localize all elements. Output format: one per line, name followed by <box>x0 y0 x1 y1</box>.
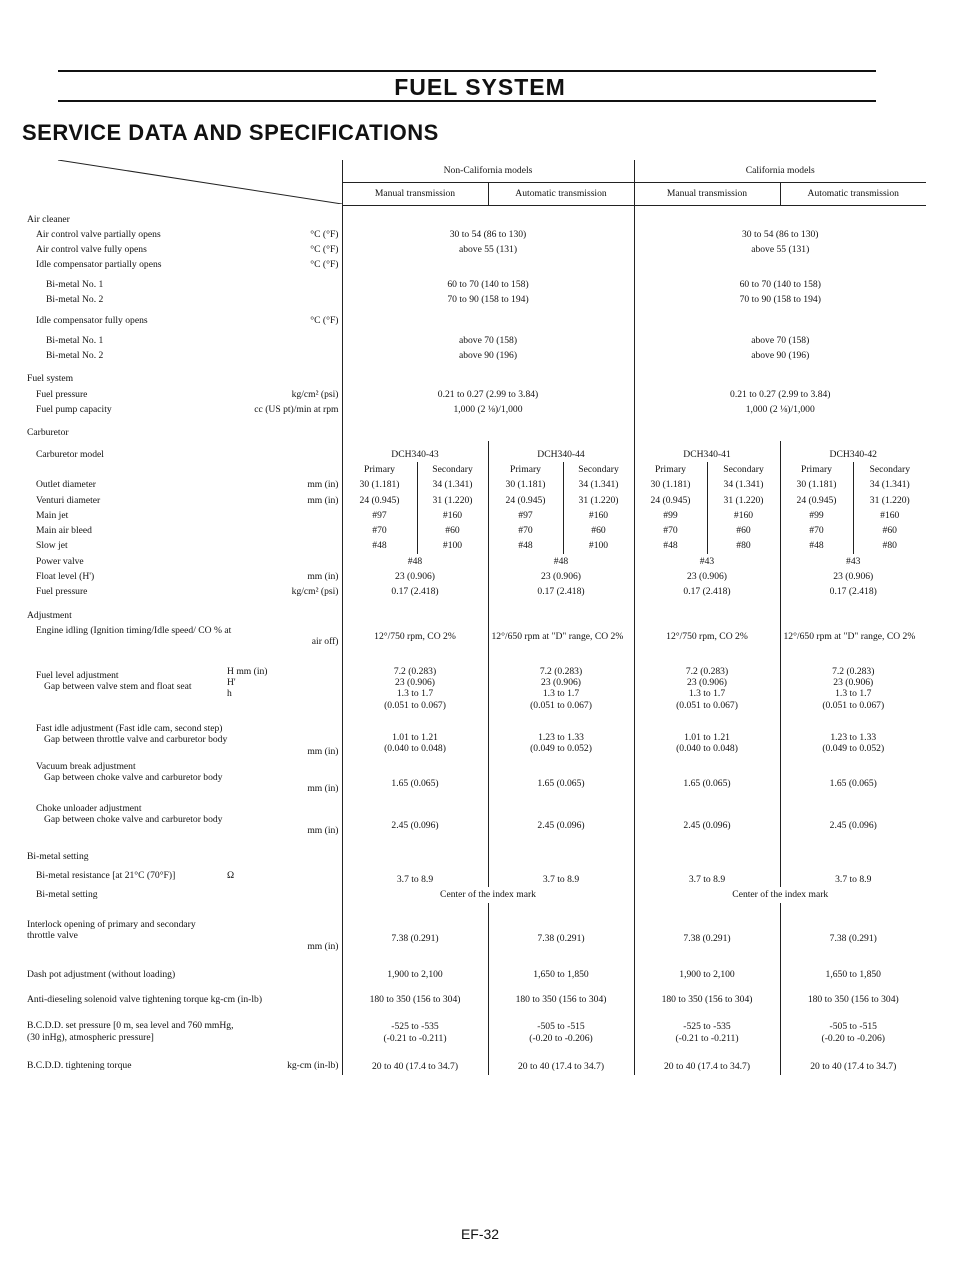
value-noncal-manual: 1,900 to 2,100 <box>342 955 488 982</box>
table-row <box>24 227 926 242</box>
value-noncal-auto: 12°/650 rpm at "D" range, CO 2% <box>488 623 634 650</box>
value-noncal-manual <box>342 1007 488 1046</box>
row-label: Dash pot adjustment (without loading) <box>27 968 176 980</box>
table-row <box>24 554 926 569</box>
value: 31 (1.220) <box>853 493 926 508</box>
table-row <box>24 982 926 1007</box>
value: 1.3 to 1.7 <box>688 688 726 700</box>
row-unit <box>224 650 342 713</box>
value: (0.051 to 0.067) <box>822 699 885 711</box>
value-noncal: above 70 (158) <box>342 329 634 348</box>
value-noncal-manual: 2.45 (0.096) <box>342 797 488 839</box>
value-noncal-auto <box>488 650 634 713</box>
col-cal-manual: Manual transmission <box>634 183 780 206</box>
table-row <box>24 887 926 902</box>
value-noncal-manual: #48 <box>342 554 488 569</box>
value: 23 (0.906) <box>541 676 581 688</box>
value-noncal-manual: 180 to 350 (156 to 304) <box>342 982 488 1007</box>
value-noncal-auto: 2.45 (0.096) <box>488 797 634 839</box>
row-unit: mm (in) <box>307 479 339 491</box>
value: 23 (0.906) <box>687 676 727 688</box>
value-noncal: 0.21 to 0.27 (2.99 to 3.84) <box>342 387 634 402</box>
value-cal: above 55 (131) <box>634 242 926 257</box>
value: (-0.21 to -0.211) <box>675 1032 739 1044</box>
row-unit-line: h <box>227 688 232 700</box>
value-noncal-manual: DCH340-43 <box>342 441 488 462</box>
value-cal-manual: #43 <box>634 554 780 569</box>
value: #97 <box>488 508 563 523</box>
table-row <box>24 257 926 272</box>
value: #97 <box>342 508 417 523</box>
table-row <box>24 292 926 307</box>
value-noncal: 30 to 54 (86 to 130) <box>342 227 634 242</box>
value: (0.051 to 0.067) <box>676 699 738 711</box>
value: 1.3 to 1.7 <box>542 688 580 700</box>
table-row <box>24 523 926 538</box>
value-cal-auto <box>780 1007 926 1046</box>
table-row <box>24 206 926 227</box>
row-label: Main jet <box>36 509 69 521</box>
table-row <box>24 363 926 386</box>
value-cal-manual: 2.45 (0.096) <box>634 797 780 839</box>
value: #100 <box>563 538 634 553</box>
row-unit: mm (in) <box>307 745 339 757</box>
row-unit: °C (°F) <box>310 259 339 271</box>
table-row <box>24 402 926 417</box>
value-cal: 0.21 to 0.27 (2.99 to 3.84) <box>634 387 926 402</box>
value-cal: 30 to 54 (86 to 130) <box>634 227 926 242</box>
value: (0.040 to 0.048) <box>676 742 738 754</box>
table-row <box>24 569 926 584</box>
value: 31 (1.220) <box>707 493 780 508</box>
value-cal-manual <box>634 1007 780 1046</box>
row-label <box>24 650 224 713</box>
value-noncal-auto <box>488 1007 634 1046</box>
value: -505 to -515 <box>829 1021 877 1033</box>
value: 24 (0.945) <box>634 493 707 508</box>
value: 7.2 (0.283) <box>393 665 437 677</box>
value-cal-auto: 2.45 (0.096) <box>780 797 926 839</box>
sub-primary: Primary <box>488 462 563 477</box>
row-label: Venturi diameter <box>36 494 101 506</box>
value: 31 (1.220) <box>417 493 488 508</box>
row-label: Idle compensator fully opens <box>36 315 148 327</box>
row-label-line: Engine idling (Ignition timing/Idle speed/ CO % at <box>36 625 232 636</box>
table-row <box>24 348 926 363</box>
col-noncal-auto: Automatic transmission <box>488 183 634 206</box>
table-row <box>24 759 926 797</box>
value: 31 (1.220) <box>563 493 634 508</box>
row-label: Fuel pressure <box>36 586 88 598</box>
row-label <box>24 623 342 650</box>
value-cal-auto: #43 <box>780 554 926 569</box>
table-row <box>24 864 926 887</box>
value-cal-manual: 1,900 to 2,100 <box>634 955 780 982</box>
table-row <box>24 329 926 348</box>
value-cal: 70 to 90 (158 to 194) <box>634 292 926 307</box>
row-label-line: Gap between valve stem and float seat <box>44 681 192 693</box>
page-number: EF-32 <box>460 1226 500 1242</box>
row-label: Bi-metal No. 2 <box>46 294 104 306</box>
table-row <box>24 242 926 257</box>
value: 7.2 (0.283) <box>539 665 583 677</box>
table-row <box>24 493 926 508</box>
value-cal-manual: 1.65 (0.065) <box>634 759 780 797</box>
value-noncal: above 55 (131) <box>342 242 634 257</box>
table-row <box>24 955 926 982</box>
value: 1.01 to 1.21 <box>684 731 730 743</box>
value: #48 <box>342 538 417 553</box>
row-label-line: Choke unloader adjustment <box>36 802 142 814</box>
value-cal-auto: 20 to 40 (17.4 to 34.7) <box>780 1046 926 1075</box>
row-label <box>24 903 342 955</box>
table-row <box>24 600 926 623</box>
row-unit: cc (US pt)/min at rpm <box>254 403 339 415</box>
row-label-line <box>27 929 339 953</box>
value-noncal-manual: 7.38 (0.291) <box>342 903 488 955</box>
value-cal-auto: 7.38 (0.291) <box>780 903 926 955</box>
value: #48 <box>488 538 563 553</box>
value: 34 (1.341) <box>563 477 634 492</box>
row-label <box>24 1007 342 1046</box>
value-noncal-manual <box>342 650 488 713</box>
value-cal: 60 to 70 (140 to 158) <box>634 273 926 292</box>
table-row <box>24 1046 926 1075</box>
value: 34 (1.341) <box>417 477 488 492</box>
row-label <box>24 797 342 839</box>
value-noncal: Center of the index mark <box>342 887 634 902</box>
value: #70 <box>634 523 707 538</box>
value: #60 <box>563 523 634 538</box>
table-row <box>24 839 926 864</box>
value: #80 <box>707 538 780 553</box>
row-label-line: Interlock opening of primary and secondary <box>27 918 196 930</box>
value: #70 <box>488 523 563 538</box>
row-label-line: Fuel level adjustment <box>36 669 119 681</box>
row-label-line: Gap between choke valve and carburetor body <box>44 814 223 826</box>
value: (0.051 to 0.067) <box>384 699 446 711</box>
value: 1.3 to 1.7 <box>835 688 872 700</box>
row-unit: kg-cm (in-lb) <box>210 993 263 1005</box>
value-noncal: 70 to 90 (158 to 194) <box>342 292 634 307</box>
header-rule-top <box>58 70 876 72</box>
value: #80 <box>853 538 926 553</box>
value-cal-manual: 3.7 to 8.9 <box>634 864 780 887</box>
table-row <box>24 713 926 759</box>
row-label <box>24 759 342 797</box>
sub-primary: Primary <box>342 462 417 477</box>
value-cal-manual: DCH340-41 <box>634 441 780 462</box>
value-noncal-auto <box>488 713 634 759</box>
value: #70 <box>780 523 853 538</box>
col-group-cal: California models <box>634 160 926 183</box>
value: (0.040 to 0.048) <box>384 742 446 754</box>
value-cal-auto <box>780 713 926 759</box>
page-header-title: FUEL SYSTEM <box>394 74 566 100</box>
row-label: Bi-metal No. 2 <box>46 350 104 361</box>
value-noncal-manual: 0.17 (2.418) <box>342 584 488 599</box>
value: #70 <box>342 523 417 538</box>
value: 34 (1.341) <box>853 477 926 492</box>
row-label: Fuel pressure <box>36 388 88 400</box>
header-rule-bottom <box>58 100 876 102</box>
row-label: Float level (H') <box>36 571 95 583</box>
row-label: Outlet diameter <box>36 479 96 491</box>
row-label <box>24 713 342 759</box>
col-noncal-manual: Manual transmission <box>342 183 488 206</box>
value: 1.3 to 1.7 <box>396 688 434 700</box>
row-label-text: B.C.D.D. tightening torque <box>27 1059 132 1071</box>
value-noncal-auto: 180 to 350 (156 to 304) <box>488 982 634 1007</box>
table-row <box>24 477 926 492</box>
value-cal-manual: 7.38 (0.291) <box>634 903 780 955</box>
value: 1.23 to 1.33 <box>830 731 877 743</box>
row-label-line-text: throttle valve <box>27 929 78 941</box>
row-unit: Ω <box>227 870 235 881</box>
row-label: Main air bleed <box>36 525 92 537</box>
table-row <box>24 462 926 477</box>
row-label <box>24 1046 342 1075</box>
value-noncal-auto: 7.38 (0.291) <box>488 903 634 955</box>
table-row <box>24 623 926 650</box>
row-label: Air control valve fully opens <box>36 244 147 256</box>
value: #48 <box>780 538 853 553</box>
row-label: Bi-metal resistance [at 21°C (70°F)] <box>36 870 176 881</box>
row-label-line: air off) <box>311 636 339 648</box>
value: #48 <box>634 538 707 553</box>
row-unit-line: H mm (in) <box>227 665 268 677</box>
value: -505 to -515 <box>537 1021 585 1033</box>
row-label-line: (30 inHg), atmospheric pressure] <box>27 1031 154 1043</box>
value: #60 <box>853 523 926 538</box>
value-noncal-auto: 20 to 40 (17.4 to 34.7) <box>488 1046 634 1075</box>
row-label: Power valve <box>36 555 84 567</box>
value: 30 (1.181) <box>488 477 563 492</box>
value-noncal-manual: 12°/750 rpm, CO 2% <box>342 623 488 650</box>
value: #160 <box>853 508 926 523</box>
row-label-text: Anti-dieseling solenoid valve tightening torque <box>27 993 209 1005</box>
value: 34 (1.341) <box>707 477 780 492</box>
row-label: Fuel pump capacity <box>36 403 112 415</box>
value-cal-auto: DCH340-42 <box>780 441 926 462</box>
row-unit: mm (in) <box>307 825 339 837</box>
value-cal-auto: 23 (0.906) <box>780 569 926 584</box>
row-label: Carburetor <box>27 427 69 439</box>
value-cal-manual: 180 to 350 (156 to 304) <box>634 982 780 1007</box>
row-unit: mm (in) <box>307 783 339 795</box>
value-noncal-manual: 3.7 to 8.9 <box>342 864 488 887</box>
value-cal-manual: 0.17 (2.418) <box>634 584 780 599</box>
value: (-0.20 to -0.206) <box>821 1032 885 1044</box>
table-row <box>24 538 926 553</box>
table-row <box>24 584 926 599</box>
col-cal-auto: Automatic transmission <box>780 183 926 206</box>
corner-diagonal <box>24 160 342 204</box>
value-cal-manual <box>634 650 780 713</box>
value: 24 (0.945) <box>780 493 853 508</box>
value: #100 <box>417 538 488 553</box>
value-cal: above 70 (158) <box>634 329 926 348</box>
row-label: Bi-metal No. 1 <box>46 334 104 346</box>
value: #99 <box>780 508 853 523</box>
value-noncal: 60 to 70 (140 to 158) <box>342 273 634 292</box>
row-label: Adjustment <box>27 609 72 621</box>
value-cal-auto: 3.7 to 8.9 <box>780 864 926 887</box>
row-label: Fuel system <box>27 373 74 385</box>
row-unit: mm (in) <box>307 941 339 953</box>
value-noncal: above 90 (196) <box>342 348 634 363</box>
value-noncal-auto: 23 (0.906) <box>488 569 634 584</box>
table-row <box>24 1007 926 1046</box>
value-noncal-auto: 1.65 (0.065) <box>488 759 634 797</box>
value-noncal-manual: 23 (0.906) <box>342 569 488 584</box>
value: #99 <box>634 508 707 523</box>
table-corner <box>24 160 342 206</box>
value: #60 <box>707 523 780 538</box>
value: (-0.20 to -0.206) <box>529 1032 593 1044</box>
row-label-line: B.C.D.D. set pressure [0 m, sea level and 760 mmHg, <box>27 1020 234 1032</box>
row-unit: °C (°F) <box>310 228 339 240</box>
table-row <box>24 508 926 523</box>
row-unit: °C (°F) <box>310 244 339 256</box>
value: (-0.21 to -0.211) <box>383 1032 447 1044</box>
value: (0.051 to 0.067) <box>530 699 592 711</box>
value-cal-manual: 20 to 40 (17.4 to 34.7) <box>634 1046 780 1075</box>
row-unit: mm (in) <box>307 494 339 506</box>
value-noncal-auto: #48 <box>488 554 634 569</box>
row-label: Bi-metal setting <box>27 850 89 862</box>
spec-table <box>24 160 926 1075</box>
value: (0.049 to 0.052) <box>822 742 885 754</box>
row-unit: °C (°F) <box>310 315 339 327</box>
table-row <box>24 417 926 440</box>
value-noncal-auto: 1,650 to 1,850 <box>488 955 634 982</box>
value: 30 (1.181) <box>634 477 707 492</box>
value-cal-auto: 1.65 (0.065) <box>780 759 926 797</box>
value-cal-auto <box>780 650 926 713</box>
value-cal: 1,000 (2 ⅛)/1,000 <box>634 402 926 417</box>
row-label-line: Fast idle adjustment (Fast idle cam, second step) <box>36 722 223 734</box>
row-label: Air control valve partially opens <box>36 228 161 240</box>
value: #60 <box>417 523 488 538</box>
table-row <box>24 273 926 292</box>
value-noncal-auto: DCH340-44 <box>488 441 634 462</box>
sub-primary: Primary <box>634 462 707 477</box>
sub-primary: Primary <box>780 462 853 477</box>
row-unit-line: H' <box>227 676 236 688</box>
value-noncal-auto: 0.17 (2.418) <box>488 584 634 599</box>
value: 30 (1.181) <box>780 477 853 492</box>
sub-secondary: Secondary <box>417 462 488 477</box>
value-cal-manual: 12°/750 rpm, CO 2% <box>634 623 780 650</box>
row-label <box>24 982 342 1007</box>
sub-secondary: Secondary <box>853 462 926 477</box>
sub-secondary: Secondary <box>707 462 780 477</box>
row-unit: kg-cm (in-lb) <box>287 1059 339 1071</box>
value-cal-auto: 0.17 (2.418) <box>780 584 926 599</box>
row-label: Idle compensator partially opens <box>36 259 162 271</box>
sub-secondary: Secondary <box>563 462 634 477</box>
col-group-noncal: Non-California models <box>342 160 634 183</box>
value: 1.01 to 1.21 <box>392 731 438 743</box>
value-noncal: 1,000 (2 ⅛)/1,000 <box>342 402 634 417</box>
value-noncal-manual <box>342 713 488 759</box>
row-unit: kg/cm² (psi) <box>291 388 339 400</box>
value-cal-manual <box>634 713 780 759</box>
table-row <box>24 903 926 955</box>
value: #160 <box>707 508 780 523</box>
row-unit: mm (in) <box>307 571 339 583</box>
table-row <box>24 441 926 462</box>
row-label: Carburetor model <box>36 448 104 460</box>
table-row <box>24 387 926 402</box>
table-header-row-1 <box>24 160 926 183</box>
row-label: Bi-metal setting <box>36 889 98 901</box>
value: (0.049 to 0.052) <box>530 742 592 754</box>
value-noncal-manual: 20 to 40 (17.4 to 34.7) <box>342 1046 488 1075</box>
row-label-line: Gap between throttle valve and carburetor body <box>44 734 228 746</box>
value-noncal-manual: 1.65 (0.065) <box>342 759 488 797</box>
row-label-line: Gap between choke valve and carburetor body <box>44 772 223 784</box>
table-row <box>24 307 926 328</box>
section-title: SERVICE DATA AND SPECIFICATIONS <box>22 120 439 145</box>
value: 23 (0.906) <box>833 676 874 688</box>
value: 30 (1.181) <box>342 477 417 492</box>
value-cal-auto: 180 to 350 (156 to 304) <box>780 982 926 1007</box>
value: 24 (0.945) <box>488 493 563 508</box>
value-noncal-auto: 3.7 to 8.9 <box>488 864 634 887</box>
value-cal-manual: 23 (0.906) <box>634 569 780 584</box>
value: #160 <box>417 508 488 523</box>
value: 23 (0.906) <box>395 676 435 688</box>
value: 24 (0.945) <box>342 493 417 508</box>
row-label: Bi-metal No. 1 <box>46 278 104 290</box>
value: -525 to -535 <box>683 1021 731 1033</box>
value: 7.2 (0.283) <box>832 665 875 677</box>
value: 7.2 (0.283) <box>685 665 729 677</box>
row-label: Air cleaner <box>27 213 70 225</box>
value: -525 to -535 <box>391 1021 439 1033</box>
row-unit: kg/cm² (psi) <box>291 586 339 598</box>
row-label: Slow jet <box>36 540 68 552</box>
value-cal: above 90 (196) <box>634 348 926 363</box>
row-label-line: Vacuum break adjustment <box>36 760 136 772</box>
value-cal-auto: 12°/650 rpm at "D" range, CO 2% <box>780 623 926 650</box>
table-row <box>24 797 926 839</box>
value-cal: Center of the index mark <box>634 887 926 902</box>
value: #160 <box>563 508 634 523</box>
value-cal-auto: 1,650 to 1,850 <box>780 955 926 982</box>
value: 1.23 to 1.33 <box>538 731 584 743</box>
table-row <box>24 650 926 713</box>
